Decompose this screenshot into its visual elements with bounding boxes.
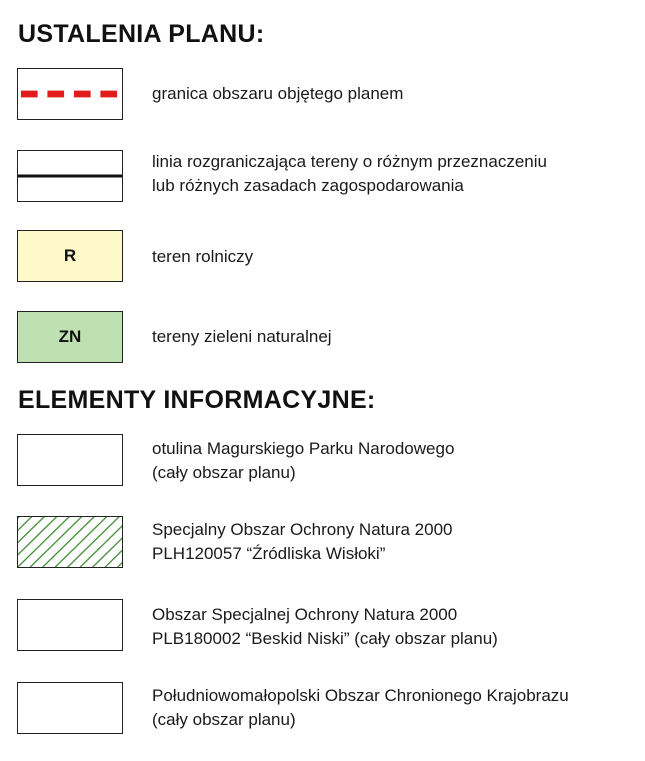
legend-symbol-plan-boundary: [17, 68, 123, 120]
section-title-plan: USTALENIA PLANU:: [18, 20, 265, 48]
zone-code-zn: ZN: [58, 327, 82, 346]
section-title-info: ELEMENTY INFORMACYJNE:: [18, 386, 376, 414]
legend-label-line: (cały obszar planu): [152, 463, 296, 482]
green-hatch-icon: [18, 517, 122, 567]
legend-label-line: granica obszaru objętego planem: [152, 84, 404, 103]
legend-label-line: PLB180002 “Beskid Niski” (cały obszar planu): [152, 629, 498, 648]
legend-label-line: teren rolniczy: [152, 247, 254, 266]
legend-label-line: otulina Magurskiego Parku Narodowego: [152, 439, 455, 458]
legend-label-line: Specjalny Obszar Ochrony Natura 2000: [152, 520, 453, 539]
legend-label-line: Południowomałopolski Obszar Chronionego Krajobrazu: [152, 686, 569, 705]
legend-label-agricultural: [152, 245, 253, 269]
legend-label-natura-birds: [152, 603, 498, 651]
legend-label-line: linia rozgraniczająca tereny o różnym przeznaczeniu: [152, 152, 547, 171]
legend-symbol-buffer-zone: [17, 434, 123, 486]
legend-label-line: PLH120057 “Źródliska Wisłoki”: [152, 544, 386, 563]
legend-symbol-agricultural: [17, 230, 123, 282]
legend-label-line: (cały obszar planu): [152, 710, 296, 729]
legend-label-demarcation-line: [152, 150, 547, 198]
solid-black-line-icon: [18, 151, 122, 201]
legend-label-line: lub różnych zasadach zagospodarowania: [152, 176, 464, 195]
legend-label-landscape-area: [152, 684, 569, 732]
zone-code-r: R: [63, 246, 77, 265]
dashed-red-line-icon: [18, 69, 122, 119]
legend-label-plan-boundary: [152, 82, 403, 106]
legend-symbol-natura-birds: [17, 599, 123, 651]
legend-label-line: Obszar Specjalnej Ochrony Natura 2000: [152, 605, 458, 624]
legend-label-line: tereny zieleni naturalnej: [152, 327, 332, 346]
legend-label-buffer-zone: [152, 437, 454, 485]
legend-label-natural-greenery: [152, 325, 332, 349]
legend-symbol-demarcation-line: [17, 150, 123, 202]
legend-symbol-natura-habitat: [17, 516, 123, 568]
legend-symbol-natural-greenery: [17, 311, 123, 363]
legend-symbol-landscape-area: [17, 682, 123, 734]
legend-label-natura-habitat: [152, 518, 453, 566]
